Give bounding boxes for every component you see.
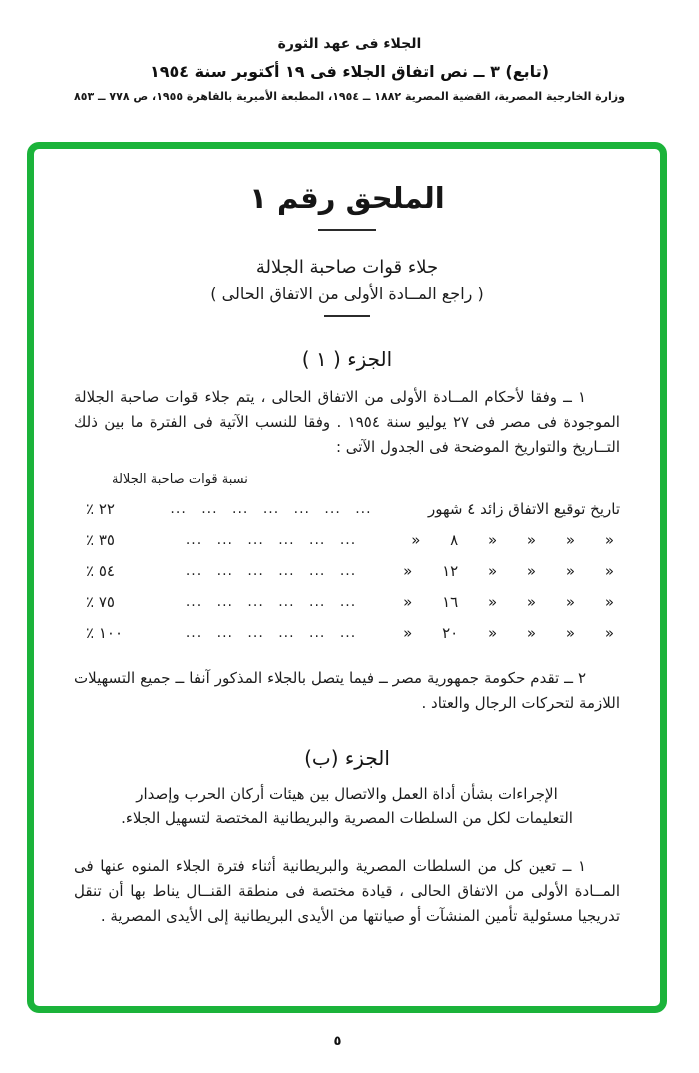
part2-paragraph-1: ١ ــ تعين كل من السلطات المصرية والبريطانية أثناء فترة الجلاء المنوه عنها فى المــادة الأولى من الاتفاق الحالى ، قيادة مختصة فى منطقة القنــال يناط بها أن تنقل تدريجيا مسئولية تأمين المنشآت أو صيانتها من الأيدى البريطانية إلى الأيدى المصرية . bbox=[74, 857, 620, 925]
table-cell-percent: ٢٢ ٪ bbox=[86, 500, 115, 518]
source-citation: وزارة الخارجية المصرية، القضية المصرية ١٨٨٢ ــ ١٩٥٤، المطبعة الأميرية بالقاهرة ١٩٥٥، ص ٧٧٨ ــ ٨٥٣ bbox=[74, 90, 625, 103]
table-cell-date: « « « « ١٦ « bbox=[403, 593, 614, 611]
table-cell-percent: ٣٥ ٪ bbox=[86, 531, 115, 549]
part1-paragraph-1: ١ ــ وفقا لأحكام المــادة الأولى من الاتفاق الحالى ، يتم جلاء قوات صاحبة الجلالة الموجودة فى مصر فى ٢٧ يوليو سنة ١٩٥٤ . وفقا للنسب الآتية فى الفترة ما بين ذلك التــاريخ والتواريخ الموضحة فى الجدول الآتى : bbox=[74, 388, 620, 456]
table-leader-dots: ... ... ... ... ... ... bbox=[185, 594, 357, 610]
table-cell-date: « « « « ١٢ « bbox=[403, 562, 614, 580]
book-title: الجلاء فى عهد الثورة bbox=[277, 36, 422, 52]
page-number: ٥ bbox=[333, 1034, 342, 1049]
table-leader-dots: ... ... ... ... ... ... ... bbox=[170, 501, 372, 517]
part2-heading: الجزء (ب) bbox=[304, 746, 390, 770]
table-cell-percent: ٧٥ ٪ bbox=[86, 593, 115, 611]
appendix-subtitle-note: ( راجع المــادة الأولى من الاتفاق الحالى ) bbox=[210, 284, 484, 303]
appendix-subtitle: جلاء قوات صاحبة الجلالة bbox=[255, 257, 439, 278]
table-cell-percent: ١٠٠ ٪ bbox=[86, 624, 123, 642]
divider bbox=[318, 229, 376, 231]
table-cell-date: « « « « ٢٠ « bbox=[403, 624, 614, 642]
table-row bbox=[74, 531, 620, 549]
table-leader-dots: ... ... ... ... ... ... bbox=[185, 532, 357, 548]
table-leader-dots: ... ... ... ... ... ... bbox=[185, 625, 357, 641]
table-cell-date: تاريخ توقيع الاتفاق زائد ٤ شهور bbox=[428, 500, 620, 518]
table-row bbox=[74, 624, 620, 642]
table-row bbox=[74, 593, 620, 611]
document-header bbox=[0, 36, 699, 103]
part1-heading: الجزء ( ١ ) bbox=[301, 347, 393, 371]
table-column-header: نسبة قوات صاحبة الجلالة bbox=[112, 472, 248, 487]
table-cell-date: « « « « ٨ « bbox=[411, 531, 614, 549]
chapter-title: (تابع) ٣ ــ نص اتفاق الجلاء فى ١٩ أكتوبر سنة ١٩٥٤ bbox=[149, 62, 550, 81]
divider bbox=[324, 315, 370, 317]
evacuation-schedule-table bbox=[74, 472, 620, 642]
part2-subheading-line1: الإجراءات بشأن أداة العمل والاتصال بين هيئات أركان الحرب وإصدار bbox=[136, 785, 558, 803]
part2-subheading-line2: التعليمات لكل من السلطات المصرية والبريطانية المختصة لتسهيل الجلاء. bbox=[121, 809, 573, 827]
table-leader-dots: ... ... ... ... ... ... bbox=[185, 563, 357, 579]
table-cell-percent: ٥٤ ٪ bbox=[86, 562, 115, 580]
part1-paragraph-2: ٢ ــ تقدم حكومة جمهورية مصر ــ فيما يتصل بالجلاء المذكور آنفا ــ جميع التسهيلات اللازمة لتحركات الرجال والعتاد . bbox=[74, 669, 620, 712]
table-row bbox=[74, 500, 620, 518]
table-row bbox=[74, 562, 620, 580]
appendix-title: الملحق رقم ١ bbox=[249, 181, 445, 215]
highlight-border-box bbox=[27, 142, 667, 1013]
